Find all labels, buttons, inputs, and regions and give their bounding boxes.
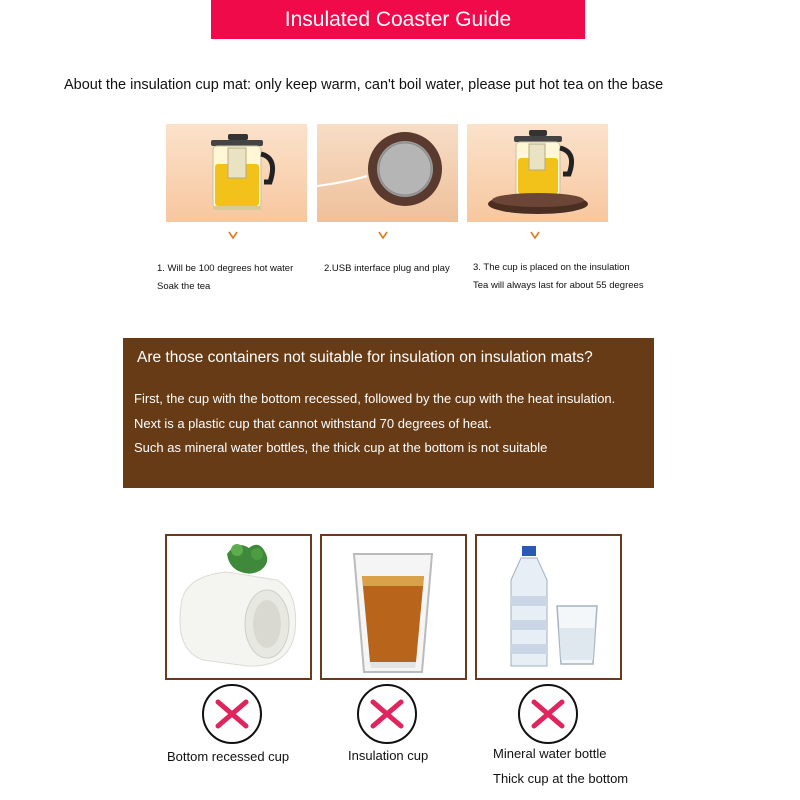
about-text: About the insulation cup mat: only keep warm, can't boil water, please put hot tea on the base — [64, 77, 664, 93]
x-mark-icon — [356, 683, 418, 745]
down-arrow-icon — [530, 231, 540, 239]
insulation-glass-icon — [322, 536, 465, 678]
product-3-image — [475, 534, 622, 680]
teapot-icon — [166, 124, 307, 222]
step-3-image — [467, 124, 608, 222]
product-3-sublabel: Thick cup at the bottom — [493, 771, 629, 786]
step-2-image — [317, 124, 458, 222]
x-mark-icon — [517, 683, 579, 745]
step-3-line2: Tea will always last for about 55 degrees — [473, 280, 644, 291]
down-arrow-icon — [378, 231, 388, 239]
product-2-label: Insulation cup — [348, 748, 429, 763]
x-mark-icon — [201, 683, 263, 745]
down-arrow-icon — [228, 231, 238, 239]
unsuitable-heading: Are those containers not suitable for insulation on insulation mats? — [137, 349, 593, 366]
product-3-label: Mineral water bottle — [493, 746, 607, 761]
step-2-line1: 2.USB interface plug and play — [324, 263, 450, 274]
step-2-text — [324, 260, 450, 278]
step-1-line2: Soak the tea — [157, 281, 211, 292]
teapot-on-coaster-icon — [467, 124, 608, 222]
unsuitable-line-3: Such as mineral water bottles, the thick cup at the bottom is not suitable — [134, 440, 548, 455]
step-1-line1: 1. Will be 100 degrees hot water — [157, 263, 294, 274]
product-1-image — [165, 534, 312, 680]
step-3-text — [473, 259, 644, 295]
unsuitable-line-2: Next is a plastic cup that cannot withstand 70 degrees of heat. — [134, 416, 492, 431]
step-3-line1: 3. The cup is placed on the insulation — [473, 262, 630, 273]
title-banner — [211, 0, 585, 39]
step-1-text — [157, 260, 293, 296]
water-bottle-icon — [477, 536, 620, 678]
page-title: Insulated Coaster Guide — [284, 7, 512, 31]
step-1-image — [166, 124, 307, 222]
product-1-label: Bottom recessed cup — [167, 749, 290, 764]
unsuitable-line-1: First, the cup with the bottom recessed, followed by the cup with the heat insulation. — [134, 391, 616, 406]
product-2-image — [320, 534, 467, 680]
usb-coaster-icon — [317, 124, 458, 222]
ceramic-cup-icon — [167, 536, 310, 678]
